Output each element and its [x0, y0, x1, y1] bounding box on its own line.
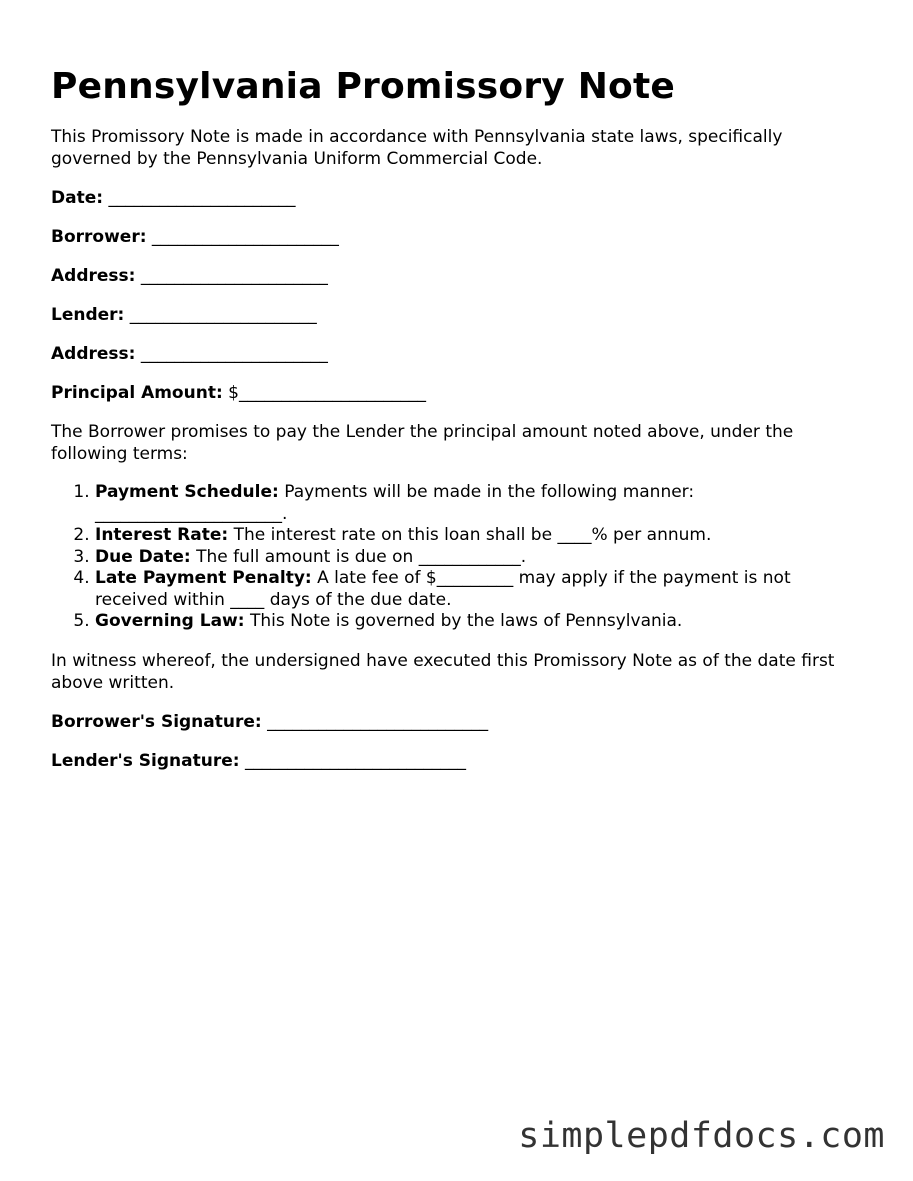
terms-list: [51, 482, 851, 633]
borrower-signature-label: Borrower's Signature:: [51, 711, 262, 732]
principal-amount-blank[interactable]: $______________________: [228, 383, 426, 403]
term-text: Payments will be made in the following manner: ______________________.: [95, 482, 695, 524]
term-item: [95, 547, 851, 569]
term-item: [95, 611, 851, 633]
lender-address-label: Address:: [51, 344, 136, 364]
watermark: simplepdfdocs.com: [518, 1116, 885, 1156]
lender-address-blank[interactable]: ______________________: [140, 344, 328, 364]
borrower-address-label: Address:: [51, 266, 136, 286]
document-title: Pennsylvania Promissory Note: [51, 66, 675, 107]
term-text: The full amount is due on ____________.: [196, 546, 527, 567]
terms-intro-paragraph: The Borrower promises to pay the Lender the principal amount noted above, under the following terms:: [51, 422, 794, 464]
principal-amount-label: Principal Amount:: [51, 383, 223, 403]
term-text: A late fee of $_________ may apply if the payment is not received within ____ days of the due date.: [95, 568, 791, 610]
date-blank[interactable]: ______________________: [108, 188, 296, 208]
borrower-field: [51, 226, 851, 248]
borrower-address-blank[interactable]: ______________________: [140, 266, 328, 286]
term-text: The interest rate on this loan shall be ____% per annum.: [233, 525, 712, 545]
lender-signature-field: [51, 750, 851, 772]
term-label: Due Date:: [95, 546, 191, 567]
principal-amount-field: [51, 382, 851, 404]
lender-blank[interactable]: ______________________: [129, 305, 317, 325]
term-item: [95, 568, 851, 611]
lender-field: [51, 304, 851, 326]
term-item: [95, 525, 851, 547]
lender-signature-blank[interactable]: __________________________: [244, 750, 466, 771]
borrower-address-field: [51, 265, 851, 287]
lender-address-field: [51, 343, 851, 365]
date-label: Date:: [51, 188, 104, 208]
term-label: Payment Schedule:: [95, 482, 279, 502]
lender-label: Lender:: [51, 305, 125, 325]
term-label: Interest Rate:: [95, 525, 229, 545]
term-item: [95, 482, 851, 525]
witness-paragraph: In witness whereof, the undersigned have executed this Promissory Note as of the date first above written.: [51, 650, 835, 693]
borrower-label: Borrower:: [51, 227, 147, 247]
date-field: [51, 187, 851, 209]
borrower-signature-field: [51, 711, 851, 733]
lender-signature-label: Lender's Signature:: [51, 750, 240, 771]
document-page: [51, 60, 851, 789]
term-label: Late Payment Penalty:: [95, 568, 312, 588]
borrower-signature-blank[interactable]: __________________________: [267, 711, 489, 732]
intro-paragraph: This Promissory Note is made in accordance with Pennsylvania state laws, specifically governed by the Pennsylvania Uniform Commercial Code.: [51, 127, 783, 169]
term-label: Governing Law:: [95, 611, 245, 631]
borrower-blank[interactable]: ______________________: [151, 227, 339, 247]
term-text: This Note is governed by the laws of Pennsylvania.: [249, 611, 683, 631]
